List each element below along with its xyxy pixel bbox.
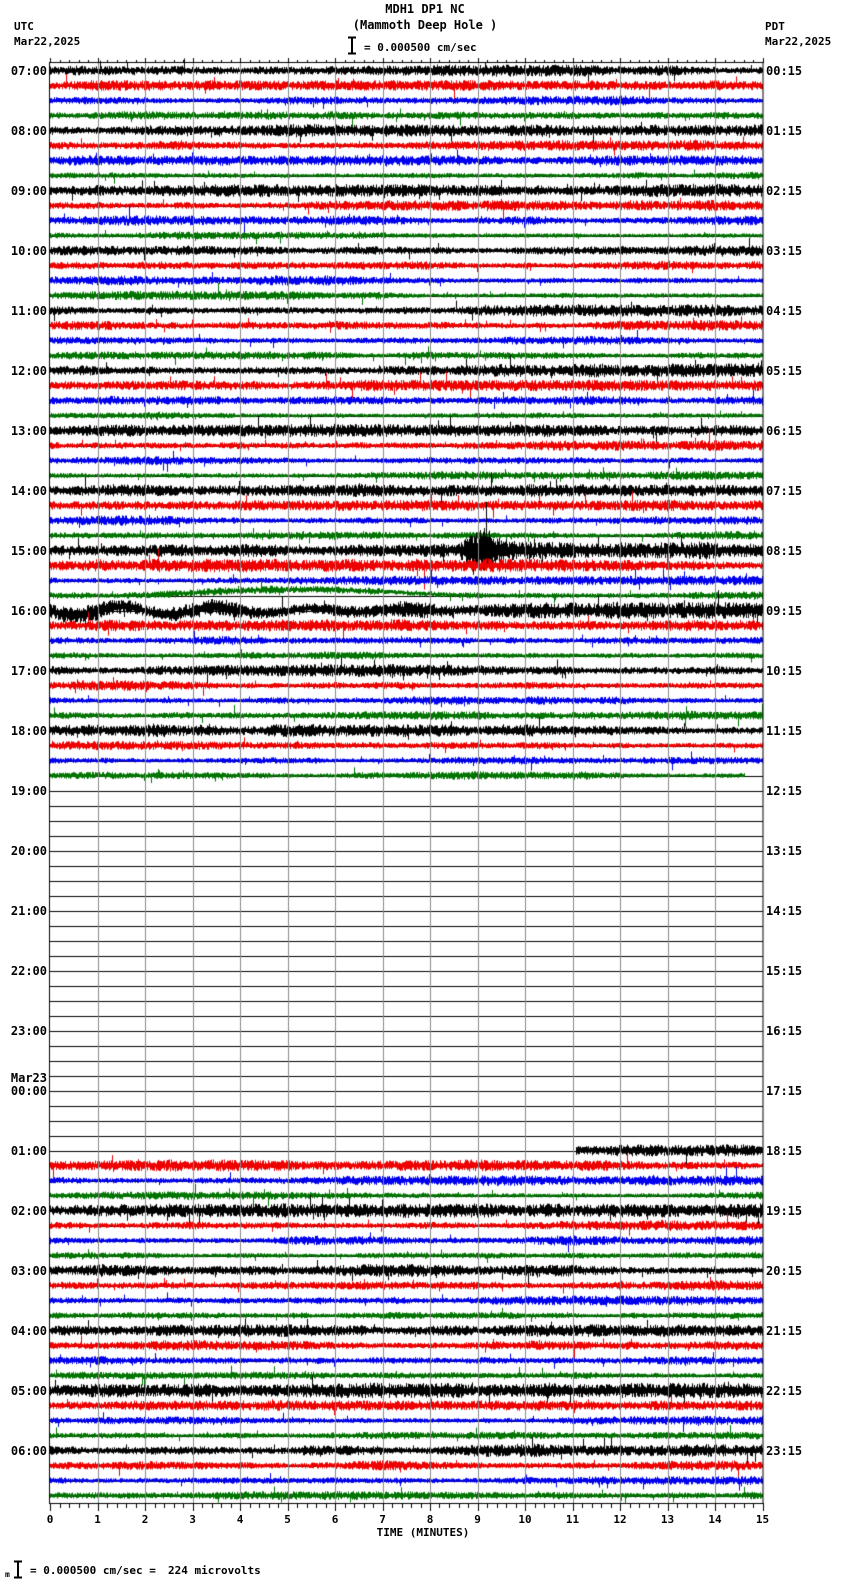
right-time-label: 23:15: [766, 1443, 803, 1458]
x-tick-label: 6: [331, 1513, 339, 1526]
left-time-label: 16:00: [10, 603, 47, 618]
right-time-label: 20:15: [766, 1263, 803, 1278]
right-time-label: 03:15: [766, 243, 803, 258]
left-time-label: 23:00: [10, 1023, 47, 1038]
left-time-label: 15:00: [10, 543, 47, 558]
x-tick-label: 10: [518, 1513, 532, 1526]
right-time-label: 06:15: [766, 423, 803, 438]
footer-prefix-glyph: m: [5, 1570, 10, 1579]
right-time-label: 13:15: [766, 843, 803, 858]
x-tick-label: 7: [379, 1513, 386, 1526]
x-tick-label: 5: [284, 1513, 291, 1526]
right-time-label: 14:15: [766, 903, 803, 918]
footer-scale-value: 224 microvolts: [168, 1564, 261, 1577]
left-time-label: 08:00: [10, 123, 47, 138]
right-time-label: 07:15: [766, 483, 803, 498]
right-time-label: 18:15: [766, 1143, 803, 1158]
x-tick-label: 1: [94, 1513, 101, 1526]
x-tick-label: 2: [141, 1513, 149, 1526]
left-time-label: 07:00: [10, 63, 47, 78]
left-time-label: 03:00: [10, 1263, 47, 1278]
right-time-label: 00:15: [766, 63, 803, 78]
x-tick-label: 9: [474, 1513, 481, 1526]
left-time-label: 20:00: [10, 843, 47, 858]
right-time-label: 12:15: [766, 783, 803, 798]
left-time-label: 11:00: [10, 303, 47, 318]
footer-scale-text: = 0.000500 cm/sec =: [30, 1564, 156, 1577]
right-time-label: 01:15: [766, 123, 803, 138]
right-time-label: 17:15: [766, 1083, 803, 1098]
right-time-label: 16:15: [766, 1023, 803, 1038]
left-time-label: 02:00: [10, 1203, 47, 1218]
x-tick-label: 4: [236, 1513, 244, 1526]
left-time-label: 13:00: [10, 423, 47, 438]
right-time-label: 11:15: [766, 723, 803, 738]
footer-scale-bar-icon: [12, 1560, 24, 1579]
x-tick-label: 12: [613, 1513, 627, 1526]
x-tick-label: 8: [426, 1513, 434, 1526]
x-tick-label: 11: [565, 1513, 580, 1526]
left-time-label: 10:00: [10, 243, 47, 258]
right-time-label: 02:15: [766, 183, 803, 198]
left-time-label: 12:00: [10, 363, 47, 378]
left-time-label: 05:00: [10, 1383, 47, 1398]
x-axis-title: TIME (MINUTES): [376, 1526, 470, 1539]
right-time-label: 22:15: [766, 1383, 803, 1398]
right-time-label: 21:15: [766, 1323, 803, 1338]
right-time-label: 05:15: [766, 363, 803, 378]
left-time-label: 00:00: [10, 1083, 47, 1098]
x-tick-label: 15: [755, 1513, 770, 1526]
left-time-label: 06:00: [10, 1443, 47, 1458]
x-tick-label: 14: [708, 1513, 722, 1526]
x-tick-label: 3: [189, 1513, 196, 1526]
left-time-label: 04:00: [10, 1323, 47, 1338]
left-time-label: 18:00: [10, 723, 47, 738]
right-time-label: 15:15: [766, 963, 803, 978]
x-tick-label: 13: [660, 1513, 675, 1526]
left-time-label: 14:00: [10, 483, 47, 498]
left-time-label: 17:00: [10, 663, 47, 678]
right-time-label: 19:15: [766, 1203, 803, 1218]
right-time-label: 09:15: [766, 603, 803, 618]
x-tick-label: 0: [46, 1513, 54, 1526]
right-time-label: 08:15: [766, 543, 803, 558]
left-time-label: 09:00: [10, 183, 47, 198]
left-time-label: 19:00: [10, 783, 47, 798]
left-time-label: 22:00: [10, 963, 47, 978]
left-time-label: Mar23: [10, 1070, 47, 1085]
right-time-label: 10:15: [766, 663, 803, 678]
right-time-label: 04:15: [766, 303, 803, 318]
left-time-label: 21:00: [10, 903, 47, 918]
left-time-label: 01:00: [10, 1143, 47, 1158]
